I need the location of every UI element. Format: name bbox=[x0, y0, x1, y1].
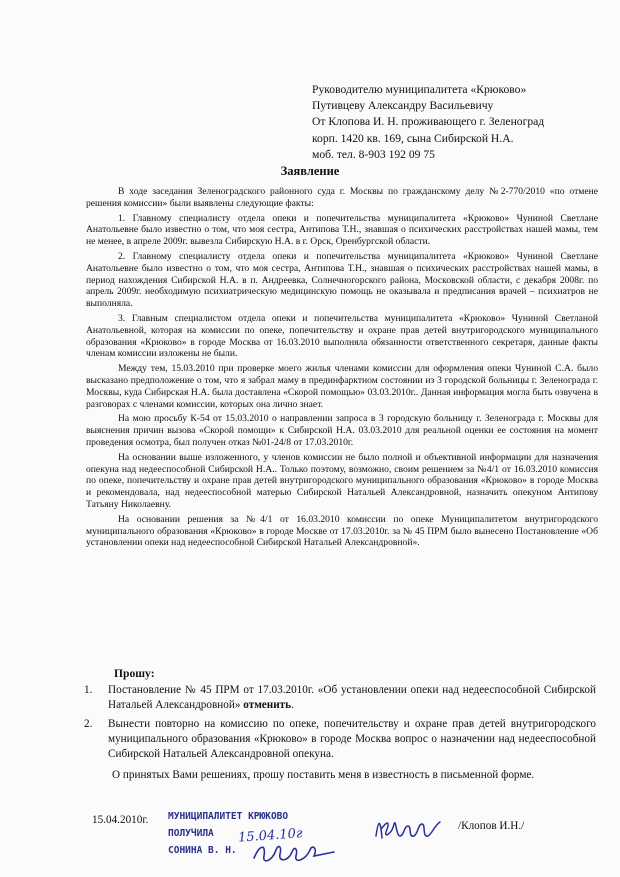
document-date: 15.04.2010г. bbox=[92, 814, 149, 826]
paragraph: На основании решения за №4/1 от 16.03.2010 комиссии по опеке Муниципалитетом внутригородского муниципального образования «Крюково» в городе Москве от 17.03.2010г. за № 45 ПРМ было вынесено Постановление «Об установлении опеки над недееспособной Сибирской Натальей Александровной». bbox=[86, 513, 598, 549]
signature-name: /Клопов И.Н./ bbox=[458, 820, 525, 832]
addressee-line: корп. 1420 кв. 169, сына Сибирской Н.А. bbox=[312, 131, 514, 145]
applicant-signature bbox=[370, 808, 450, 848]
list-item bbox=[84, 717, 596, 762]
document-title: Заявление bbox=[280, 164, 340, 178]
paragraph: Между тем, 15.03.2010 при проверке моего жилья членами комиссии для оформления опеки Чуниной С.А. было высказано предположение о том, что я забрал маму в прединфарктном состоянии из 3 городской больницы г. Зеленограда г. Москвы, куда Сибирская Н.А. была доставлена «Скорой помощью» 03.03.2010г.. Данная информация могла быть озвучена в разговорах с членами комиссии, которых она лично знает. bbox=[86, 363, 598, 410]
paragraph: На основании выше изложенного, у членов комиссии не было полной и объективной информации для назначения опекуна над недееспособной Сибирской Н.А.. Только поэтому, возможно, своим решением за №4/1 от 16.03.2010 комиссия по опеке, попечительству и охране прав детей внутригородского муниципального образования «Крюково» в городе Москва и рекомендовала, над недееспособной матерью Сибирской Натальей Александровной, назначить опекуном Антипову Татьяну Николаевну. bbox=[86, 451, 598, 510]
request-tail: . bbox=[291, 699, 294, 711]
stamp-date-text: 15.04.10г bbox=[237, 826, 303, 846]
receiver-signature bbox=[250, 840, 340, 868]
paragraph: На мою просьбу К-54 от 15.03.2010 о направлении запроса в 3 городскую больницу г. Зеленограда г. Москвы для выяснения причин вызова «Скорой помощи» к Сибирской Н.А. 03.03.2010 для реальной оценки ее состояния на момент проведения осмотра, был получен отказ №01-24/8 от 17.03.2010г. bbox=[86, 413, 598, 448]
addressee-block bbox=[312, 82, 612, 163]
request-text: Постановление № 45 ПРМ от 17.03.2010г. «Об установлении опеки над недееспособной Сибирской Натальей Александровной» bbox=[108, 684, 596, 711]
list-number: 2. bbox=[84, 718, 93, 730]
paragraph: 3. Главным специалистом отдела опеки и попечительства муниципалитета «Крюково» Чуниной Светланой Анатольевной, которая на комиссии по опеке, попечительству и охране прав детей внутригородского муниципального образования «Крюково» в городе Москва от 16.03.2010 выполняла обязанности ответственного секретаря, данные факты членам комиссии изложены не были. bbox=[86, 312, 598, 360]
paragraph: В ходе заседания Зеленоградского районного суда г. Москвы по гражданскому делу №2-770/2010 «по отмене решения комиссии» были выявлены следующие факты: bbox=[86, 186, 598, 209]
stamp-receiver: СОНИНА В. Н. bbox=[168, 845, 237, 856]
closing-paragraph: О принятых Вами решениях, прошу поставить меня в известность в письменной форме. bbox=[112, 769, 535, 781]
addressee-line: Путивцеву Александру Васильевичу bbox=[312, 99, 494, 113]
addressee-line: Руководителю муниципалитета «Крюково» bbox=[312, 83, 527, 96]
request-heading: Прошу: bbox=[114, 667, 155, 680]
list-text: Вынести повторно на комиссию по опеке, попечительству и охране прав детей внутригородского муниципального образования «Крюково» в городе Москва вопрос о назначении над недееспособной Сибирской Натальей Александровной опекуна. bbox=[108, 718, 596, 760]
list-text bbox=[108, 683, 596, 713]
request-emphasis: отменить bbox=[243, 699, 292, 711]
stamp-org: МУНИЦИПАЛИТЕТ КРЮКОВО bbox=[168, 811, 289, 822]
paragraph: 1. Главному специалисту отдела опеки и попечительства муниципалитета «Крюково» Чуниной Светлане Анатольевне было известно о том, что моя сестра, Антипова Т.Н., знавшая о психических расстройствах нашей мамы, тем не менее, в апреле 2009г. вывезла Сибирскую Н.А. в г. Орск, Оренбургской области. bbox=[86, 212, 598, 248]
addressee-line: моб. тел. 8-903 192 09 75 bbox=[312, 147, 435, 161]
addressee-line: От Клопова И. Н. проживающего г. Зеленоград bbox=[312, 115, 545, 129]
list-number: 1. bbox=[84, 684, 93, 696]
statement-body bbox=[86, 186, 598, 552]
list-item bbox=[84, 683, 596, 713]
paragraph: 2. Главному специалисту отдела опеки и попечительства муниципалитета «Крюково» Чуниной Светлане Анатольевне было известно о том, что моя сестра, Антипова Т.Н., знавшая о психических расстройствах нашей мамы, в период нахождения Сибирской Н.А. в п. Андреевка, Солнечногорского района, Московской области, с декабря 2008г. по апрель 2009г. необходимую психиатрическую медицинскую помощь не оказывала и предписания врачей – психиатров не выполняла. bbox=[86, 250, 598, 310]
request-list bbox=[84, 683, 596, 766]
stamp-received-label: ПОЛУЧИЛА bbox=[168, 828, 214, 839]
